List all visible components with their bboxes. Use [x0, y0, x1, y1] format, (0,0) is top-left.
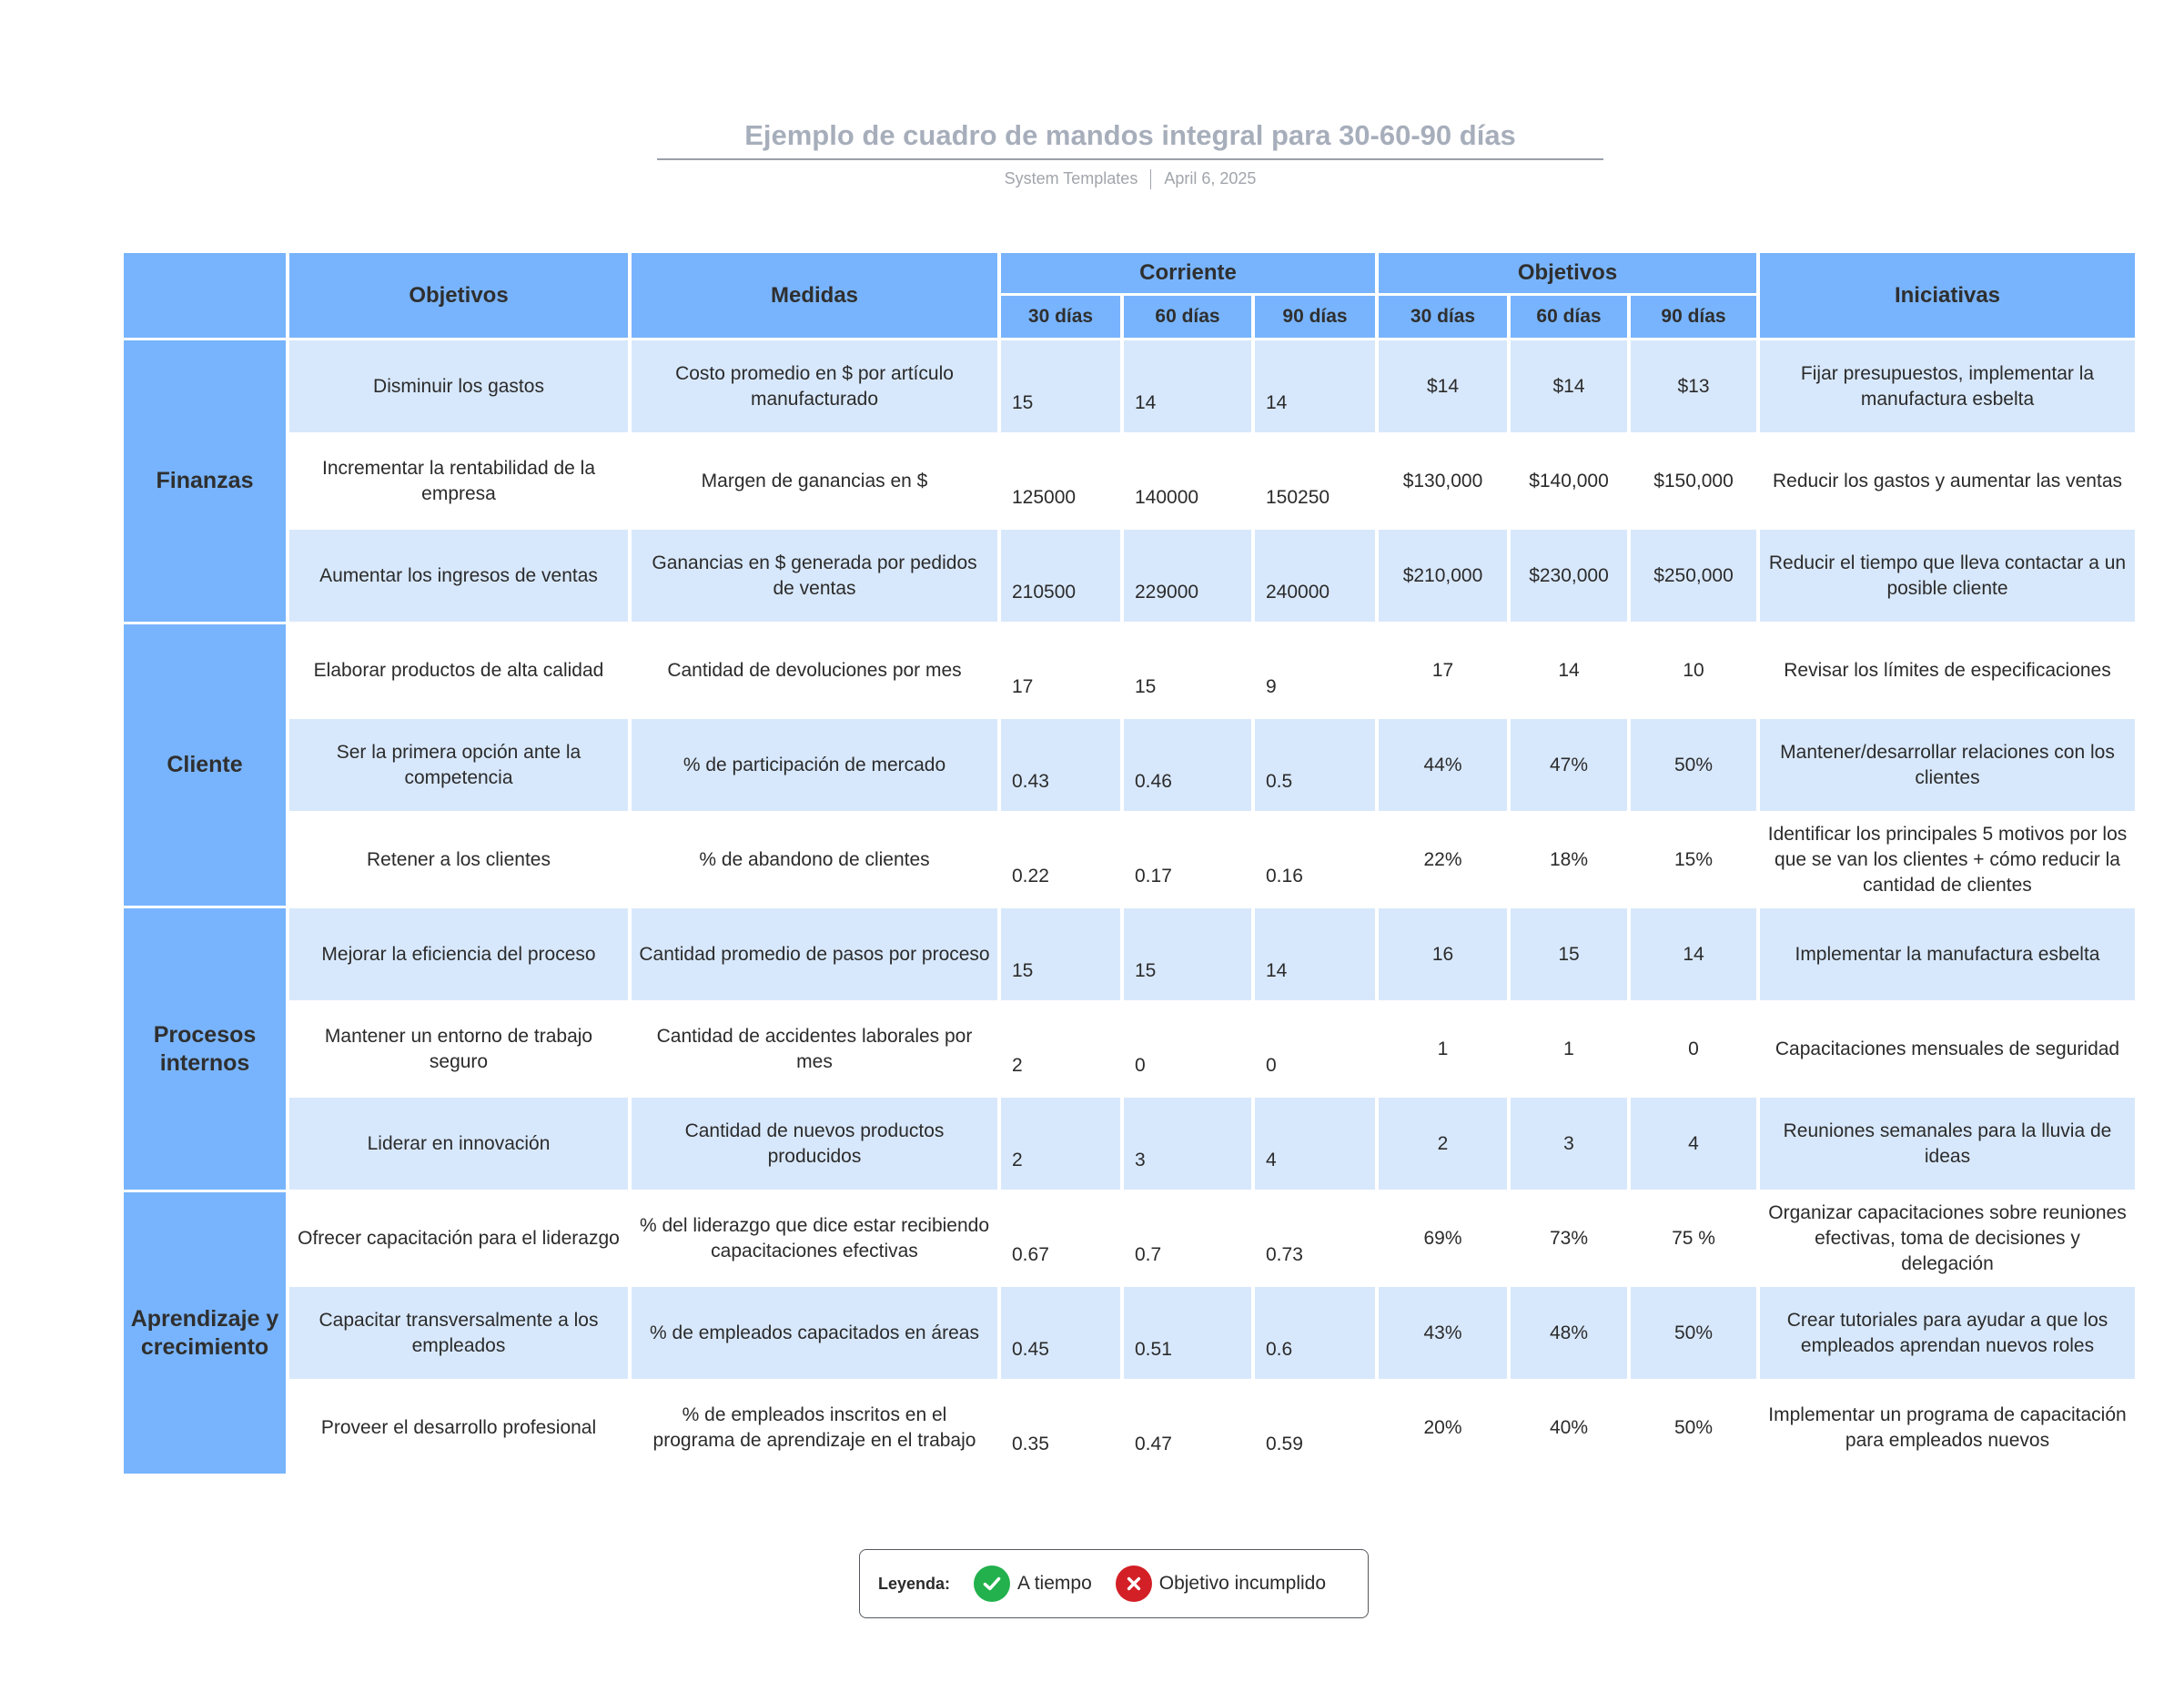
current-value-30: 125000 — [1001, 435, 1120, 527]
target-value-30: 17 — [1379, 624, 1507, 716]
current-value-90: 0.6 — [1255, 1287, 1375, 1379]
target-value-90: 15% — [1631, 814, 1756, 906]
target-value-60: 3 — [1511, 1098, 1627, 1190]
current-value-30: 0.43 — [1001, 719, 1120, 811]
current-value-30: 15 — [1001, 340, 1120, 432]
legend-item-missed — [1116, 1565, 1326, 1602]
target-value-90: 0 — [1631, 1003, 1756, 1095]
header-objetivos: Objetivos — [289, 253, 628, 338]
header-corriente-60: 60 días — [1124, 296, 1251, 338]
target-value-60: 15 — [1511, 908, 1627, 1000]
source-label: System Templates — [1004, 169, 1138, 187]
header-corriente-30: 30 días — [1001, 296, 1120, 338]
target-value-60: 48% — [1511, 1287, 1627, 1379]
current-value-90: 150250 — [1255, 435, 1375, 527]
objective-cell: Aumentar los ingresos de ventas — [289, 530, 628, 622]
target-value-60: 40% — [1511, 1382, 1627, 1474]
measure-cell: Margen de ganancias en $ — [632, 435, 997, 527]
current-value-90: 0 — [1255, 1003, 1375, 1095]
header-objetivos-group: Objetivos — [1379, 253, 1756, 293]
current-value-90: 14 — [1255, 908, 1375, 1000]
initiative-cell: Reducir los gastos y aumentar las ventas — [1760, 435, 2135, 527]
subtitle — [657, 169, 1603, 189]
objective-cell: Proveer el desarrollo profesional — [289, 1382, 628, 1474]
legend-on-time-label: A tiempo — [1017, 1573, 1092, 1594]
measure-cell: % de empleados capacitados en áreas — [632, 1287, 997, 1379]
perspective-finanzas: Finanzas — [124, 340, 286, 622]
header-corriente-90: 90 días — [1255, 296, 1375, 338]
current-value-60: 140000 — [1124, 435, 1251, 527]
current-value-90: 9 — [1255, 624, 1375, 716]
target-value-30: 2 — [1379, 1098, 1507, 1190]
target-value-30: $210,000 — [1379, 530, 1507, 622]
measure-cell: Cantidad de accidentes laborales por mes — [632, 1003, 997, 1095]
target-value-90: $150,000 — [1631, 435, 1756, 527]
target-value-90: $13 — [1631, 340, 1756, 432]
title-divider — [657, 158, 1603, 160]
target-value-30: 16 — [1379, 908, 1507, 1000]
objective-cell: Ser la primera opción ante la competencia — [289, 719, 628, 811]
initiative-cell: Fijar presupuestos, implementar la manufactura esbelta — [1760, 340, 2135, 432]
current-value-60: 0 — [1124, 1003, 1251, 1095]
objective-cell: Capacitar transversalmente a los empleados — [289, 1287, 628, 1379]
target-value-30: 69% — [1379, 1192, 1507, 1284]
target-value-60: 18% — [1511, 814, 1627, 906]
current-value-60: 15 — [1124, 908, 1251, 1000]
current-value-60: 0.47 — [1124, 1382, 1251, 1474]
current-value-60: 0.17 — [1124, 814, 1251, 906]
current-value-30: 0.35 — [1001, 1382, 1120, 1474]
initiative-cell: Revisar los límites de especificaciones — [1760, 624, 2135, 716]
target-value-60: $140,000 — [1511, 435, 1627, 527]
measure-cell: Cantidad promedio de pasos por proceso — [632, 908, 997, 1000]
current-value-90: 0.73 — [1255, 1192, 1375, 1284]
initiative-cell: Organizar capacitaciones sobre reuniones efectivas, toma de decisiones y delegación — [1760, 1192, 2135, 1284]
current-value-90: 240000 — [1255, 530, 1375, 622]
objective-cell: Mejorar la eficiencia del proceso — [289, 908, 628, 1000]
target-value-30: 44% — [1379, 719, 1507, 811]
current-value-90: 0.59 — [1255, 1382, 1375, 1474]
current-value-30: 0.67 — [1001, 1192, 1120, 1284]
initiative-cell: Mantener/desarrollar relaciones con los clientes — [1760, 719, 2135, 811]
legend-missed-label: Objetivo incumplido — [1158, 1573, 1327, 1594]
current-value-60: 15 — [1124, 624, 1251, 716]
current-value-30: 210500 — [1001, 530, 1120, 622]
target-value-30: 43% — [1379, 1287, 1507, 1379]
measure-cell: Ganancias en $ generada por pedidos de ventas — [632, 530, 997, 622]
current-value-60: 3 — [1124, 1098, 1251, 1190]
target-value-90: 50% — [1631, 1382, 1756, 1474]
measure-cell: % de participación de mercado — [632, 719, 997, 811]
legend-label: Leyenda: — [878, 1574, 951, 1593]
target-value-90: 14 — [1631, 908, 1756, 1000]
objective-cell: Retener a los clientes — [289, 814, 628, 906]
target-value-90: 10 — [1631, 624, 1756, 716]
current-value-90: 0.16 — [1255, 814, 1375, 906]
perspective-aprendizaje: Aprendizaje y crecimiento — [124, 1192, 286, 1474]
target-value-30: 1 — [1379, 1003, 1507, 1095]
header-objetivo-30: 30 días — [1379, 296, 1507, 338]
current-value-60: 0.46 — [1124, 719, 1251, 811]
target-value-30: $130,000 — [1379, 435, 1507, 527]
target-value-90: 50% — [1631, 719, 1756, 811]
header-objetivo-60: 60 días — [1511, 296, 1627, 338]
target-value-90: 75 % — [1631, 1192, 1756, 1284]
measure-cell: % del liderazgo que dice estar recibiendo capacitaciones efectivas — [632, 1192, 997, 1284]
legend — [859, 1549, 1369, 1618]
scorecard-table — [124, 253, 2135, 1474]
target-value-60: $230,000 — [1511, 530, 1627, 622]
title-block — [657, 113, 1603, 189]
measure-cell: Cantidad de nuevos productos producidos — [632, 1098, 997, 1190]
initiative-cell: Identificar los principales 5 motivos por los que se van los clientes + cómo reducir la cantidad de clientes — [1760, 814, 2135, 906]
current-value-90: 0.5 — [1255, 719, 1375, 811]
target-value-60: $14 — [1511, 340, 1627, 432]
header-corriente: Corriente — [1001, 253, 1375, 293]
current-value-60: 229000 — [1124, 530, 1251, 622]
current-value-30: 2 — [1001, 1003, 1120, 1095]
header-objetivo-90: 90 días — [1631, 296, 1756, 338]
current-value-90: 4 — [1255, 1098, 1375, 1190]
initiative-cell: Reducir el tiempo que lleva contactar a un posible cliente — [1760, 530, 2135, 622]
measure-cell: % de abandono de clientes — [632, 814, 997, 906]
initiative-cell: Implementar la manufactura esbelta — [1760, 908, 2135, 1000]
current-value-30: 2 — [1001, 1098, 1120, 1190]
target-value-30: 22% — [1379, 814, 1507, 906]
page-title: Ejemplo de cuadro de mandos integral para 30-60-90 días — [744, 119, 1516, 151]
objective-cell: Liderar en innovación — [289, 1098, 628, 1190]
date-label: April 6, 2025 — [1164, 169, 1257, 187]
header-medidas: Medidas — [632, 253, 997, 338]
target-value-60: 14 — [1511, 624, 1627, 716]
check-icon — [974, 1565, 1010, 1602]
target-value-60: 47% — [1511, 719, 1627, 811]
objective-cell: Ofrecer capacitación para el liderazgo — [289, 1192, 628, 1284]
target-value-30: $14 — [1379, 340, 1507, 432]
perspective-cliente: Cliente — [124, 624, 286, 906]
subtitle-separator — [1150, 169, 1151, 189]
current-value-30: 17 — [1001, 624, 1120, 716]
objective-cell: Mantener un entorno de trabajo seguro — [289, 1003, 628, 1095]
current-value-30: 15 — [1001, 908, 1120, 1000]
measure-cell: Costo promedio en $ por artículo manufacturado — [632, 340, 997, 432]
target-value-90: 4 — [1631, 1098, 1756, 1190]
x-icon — [1116, 1565, 1152, 1602]
current-value-60: 0.51 — [1124, 1287, 1251, 1379]
perspective-procesos-internos: Procesos internos — [124, 908, 286, 1190]
objective-cell: Elaborar productos de alta calidad — [289, 624, 628, 716]
initiative-cell: Crear tutoriales para ayudar a que los empleados aprendan nuevos roles — [1760, 1287, 2135, 1379]
measure-cell: % de empleados inscritos en el programa de aprendizaje en el trabajo — [632, 1382, 997, 1474]
current-value-30: 0.45 — [1001, 1287, 1120, 1379]
current-value-90: 14 — [1255, 340, 1375, 432]
initiative-cell: Capacitaciones mensuales de seguridad — [1760, 1003, 2135, 1095]
measure-cell: Cantidad de devoluciones por mes — [632, 624, 997, 716]
target-value-90: $250,000 — [1631, 530, 1756, 622]
target-value-30: 20% — [1379, 1382, 1507, 1474]
current-value-60: 14 — [1124, 340, 1251, 432]
header-perspective-blank — [124, 253, 286, 338]
target-value-60: 73% — [1511, 1192, 1627, 1284]
current-value-60: 0.7 — [1124, 1192, 1251, 1284]
header-iniciativas: Iniciativas — [1760, 253, 2135, 338]
objective-cell: Disminuir los gastos — [289, 340, 628, 432]
objective-cell: Incrementar la rentabilidad de la empresa — [289, 435, 628, 527]
current-value-30: 0.22 — [1001, 814, 1120, 906]
initiative-cell: Implementar un programa de capacitación para empleados nuevos — [1760, 1382, 2135, 1474]
target-value-60: 1 — [1511, 1003, 1627, 1095]
target-value-90: 50% — [1631, 1287, 1756, 1379]
initiative-cell: Reuniones semanales para la lluvia de ideas — [1760, 1098, 2135, 1190]
legend-item-on-time — [974, 1565, 1092, 1602]
